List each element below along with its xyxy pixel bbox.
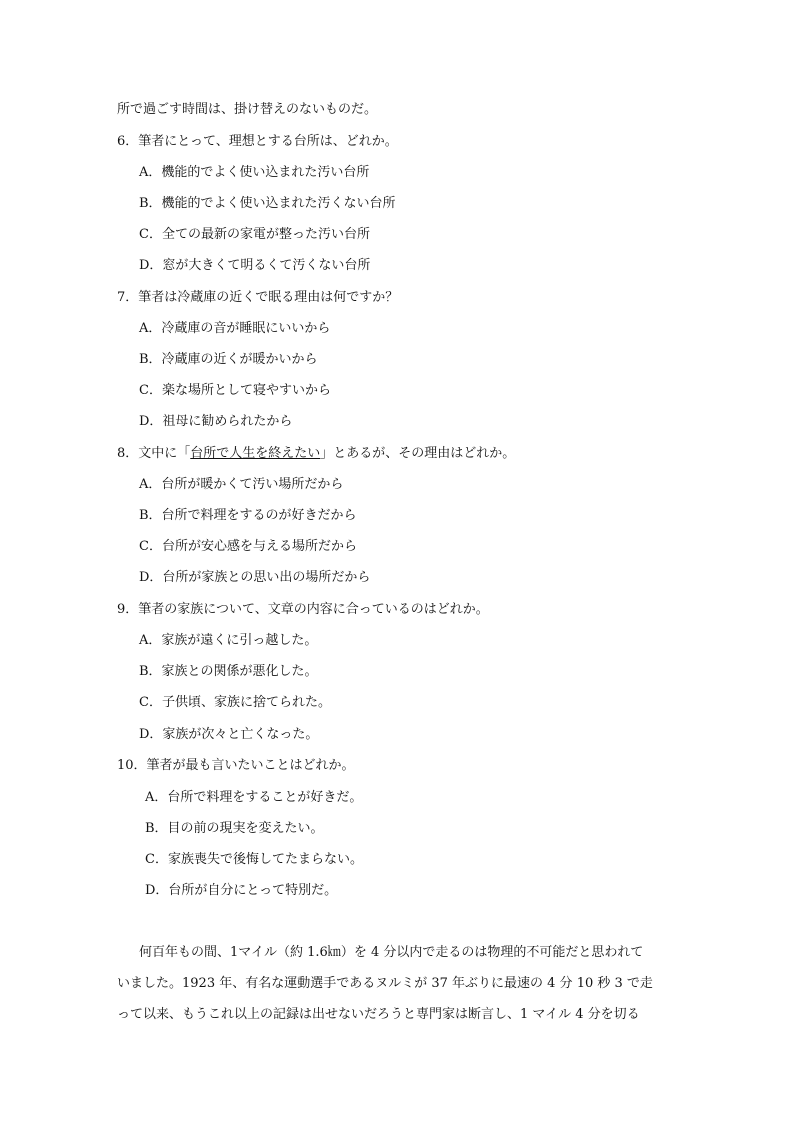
question-6-option-c: C．全ての最新の家電が整った汚い台所 (139, 227, 370, 242)
question-7-option-d: D．祖母に勧められたから (139, 414, 293, 429)
question-9-option-d: D．家族が次々と亡くなった。 (139, 727, 319, 742)
passage-line-1: 何百年もの間、1マイル（約 1.6㎞）を 4 分以内で走るのは物理的不可能だと思われて (139, 945, 644, 960)
question-10-option-a: A．台所で料理をすることが好きだ。 (145, 790, 363, 805)
question-8-stem-suffix: 」とあるが、その理由はどれか。 (320, 446, 516, 461)
question-6-stem: 6．筆者にとって、理想とする台所は、どれか。 (117, 134, 398, 149)
question-8-option-d: D．台所が家族との思い出の場所だから (139, 570, 371, 585)
question-8-option-b: B．台所で料理をするのが好きだから (139, 508, 357, 523)
question-8-stem (117, 446, 515, 462)
question-9-option-a: A．家族が遠くに引っ越した。 (139, 633, 318, 648)
question-10-stem: 10．筆者が最も言いたいことはどれか。 (117, 758, 355, 773)
question-7-stem: 7．筆者は冷蔵庫の近くで眠る理由は何ですか？ (117, 290, 399, 305)
question-7-option-a: A．冷蔵庫の音が睡眠にいいから (139, 321, 331, 336)
question-7-option-c: C．楽な場所として寝やすいから (139, 383, 331, 398)
question-10-option-c: C．家族喪失で後悔してたまらない。 (145, 852, 363, 867)
question-8-underlined-quote: 台所で人生を終えたい (190, 446, 321, 461)
question-7-option-b: B．冷蔵庫の近くが暖かいから (139, 352, 318, 367)
passage-line-3: って以来、もうこれ以上の記録は出せないだろうと専門家は断言し、1 マイル 4 分を切る (117, 1007, 640, 1022)
question-8-option-c: C．台所が安心感を与える場所だから (139, 539, 357, 554)
intro-tail-text: 所で過ごす時間は、掛け替えのないものだ。 (117, 102, 378, 117)
passage-line-2: いました。1923 年、有名な運動選手であるヌルミが 37 年ぶりに最速の 4 分 10 秒 3 で走 (117, 976, 653, 991)
question-9-option-c: C．子供頃、家族に捨てられた。 (139, 695, 331, 710)
question-10-option-d: D．台所が自分にとって特別だ。 (145, 883, 338, 898)
question-10-option-b: B．目の前の現実を変えたい。 (145, 821, 324, 836)
question-6-option-a: A．機能的でよく使い込まれた汚い台所 (139, 165, 370, 180)
question-9-option-b: B．家族との関係が悪化した。 (139, 664, 318, 679)
question-6-option-b: B．機能的でよく使い込まれた汚くない台所 (139, 196, 396, 211)
question-6-option-d: D．窓が大きくて明るくて汚くない台所 (139, 258, 371, 273)
question-9-stem: 9．筆者の家族について、文章の内容に合っているのはどれか。 (117, 602, 489, 617)
question-8-stem-prefix: 8．文中に「 (117, 446, 191, 461)
question-8-option-a: A．台所が暖かくて汚い場所だから (139, 477, 344, 492)
